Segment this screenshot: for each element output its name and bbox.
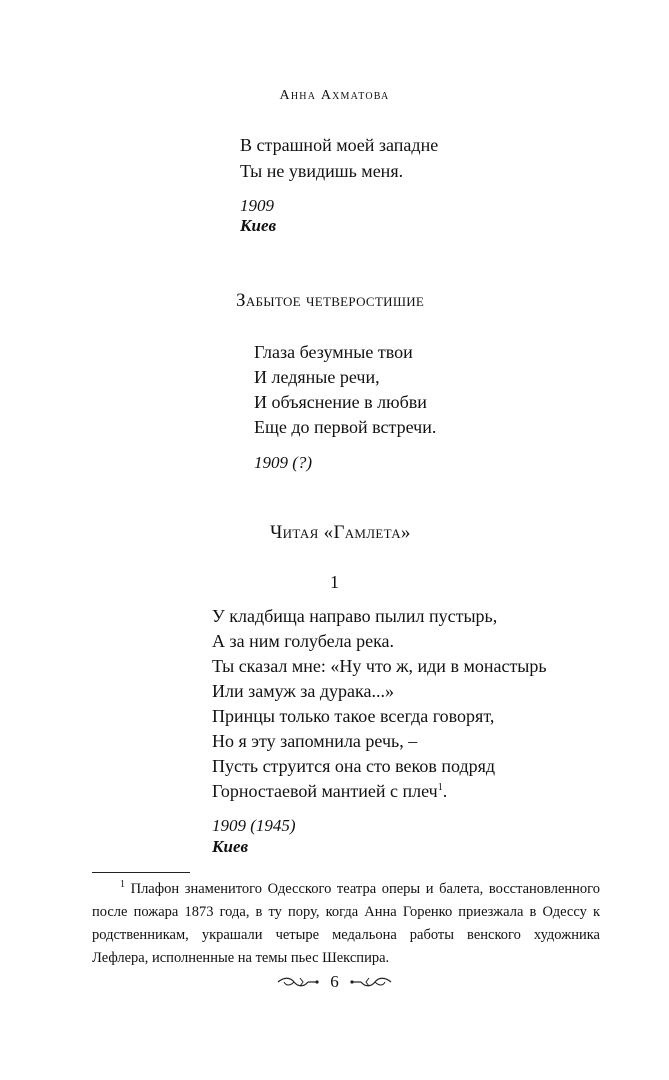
poem-date: 1909 (1945) <box>212 816 296 835</box>
footnote <box>92 878 600 970</box>
poem-place: Киев <box>240 216 277 235</box>
verse-line: В страшной моей западне <box>240 135 439 155</box>
footnote-rule <box>92 872 190 873</box>
poem-place: Киев <box>212 837 249 856</box>
ornament-left-icon <box>276 975 320 989</box>
footnote-marker: 1 <box>120 879 125 891</box>
poem-title: Читая «Гамлета» <box>270 522 411 543</box>
section-number: 1 <box>330 572 339 592</box>
verse-line: Еще до первой встречи. <box>254 417 437 437</box>
verse-line <box>212 778 447 804</box>
verse-line: Или замуж за дурака...» <box>212 681 395 701</box>
verse-line: Глаза безумные твои <box>254 342 413 362</box>
verse-line-punct: . <box>442 781 448 801</box>
poem-date: 1909 (?) <box>254 453 313 472</box>
verse-line: Ты не увидишь меня. <box>240 161 404 181</box>
page-number: 6 <box>330 972 339 991</box>
folio <box>0 972 669 992</box>
poem-title: Забытое четверостишие <box>236 290 425 311</box>
verse-line: И ледяные речи, <box>254 367 380 387</box>
verse-line: Но я эту запомнила речь, – <box>212 731 418 751</box>
verse-line: А за ним голубела река. <box>212 631 395 651</box>
ornament-right-icon <box>349 975 393 989</box>
verse-line: Ты сказал мне: «Ну что ж, иди в монастырь <box>212 656 547 676</box>
footnote-text: Плафон знаменитого Одесского театра оперы и балета, восстановленного после пожара 1873 года, в ту пору, когда Анна Горенко приезжала в Одессу к родственникам, украшали четыре медальона работы венского художника Лефлера, исполненные на темы пьес Шекспира. <box>92 881 600 966</box>
verse-line: У кладбища направо пылил пустырь, <box>212 606 498 626</box>
verse-line-text: Горностаевой мантией с плеч <box>212 781 438 801</box>
footnote-ref[interactable]: 1 <box>437 782 443 793</box>
verse-line: Пусть струится она сто веков подряд <box>212 756 496 776</box>
verse-line: Принцы только такое всегда говорят, <box>212 706 495 726</box>
poem-date: 1909 <box>240 196 274 215</box>
running-head: Анна Ахматова <box>279 88 390 103</box>
verse-line: И объяснение в любви <box>254 392 427 412</box>
